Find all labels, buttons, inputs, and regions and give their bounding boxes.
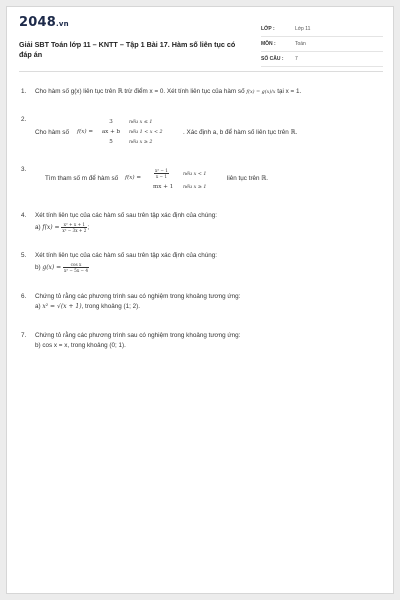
function-name: g(x) = xyxy=(42,264,62,272)
piece-cond-2: nếu 1 < x < 2 xyxy=(129,130,163,135)
piece-cond-3: nếu x ≥ 2 xyxy=(129,140,153,145)
function-name: f(x) = xyxy=(125,175,142,181)
subpart-label: a) xyxy=(35,303,41,310)
subpart-tail: , trong khoảng (1; 2). xyxy=(81,303,141,310)
function-fraction xyxy=(63,262,89,273)
question-2 xyxy=(21,115,381,151)
subpart-label: b) xyxy=(35,264,41,272)
question-text: Chứng tỏ rằng các phương trình sau có nghiệm trong khoảng tương ứng: xyxy=(35,332,241,339)
meta-count-row xyxy=(261,54,383,67)
question-number: 3. xyxy=(21,166,27,173)
question-number: 4. xyxy=(21,212,27,219)
question-subpart xyxy=(35,302,379,311)
document-page xyxy=(6,6,394,594)
question-tail: tại x = 1. xyxy=(277,88,302,95)
function-name: f(x) = xyxy=(42,224,60,232)
question-subpart xyxy=(35,262,379,273)
meta-count-value: 7 xyxy=(295,56,298,62)
question-number: 6. xyxy=(21,293,27,300)
document-meta xyxy=(261,24,383,69)
piece-cond-1: nếu x < 1 xyxy=(183,172,207,177)
meta-subject-label: MÔN : xyxy=(261,41,276,47)
question-tail: . Xác định a, b để hàm số liên tục trên ℝ. xyxy=(183,129,298,136)
subpart-tail: ; xyxy=(87,224,90,232)
equation: x² = √(x + 1) xyxy=(42,303,82,310)
question-body: Cho hàm số g(x) liên tục trên ℝ trừ điểm x = 0. Xét tính liên tục của hàm số xyxy=(35,88,245,95)
meta-subject-value: Toán xyxy=(295,41,306,47)
question-4 xyxy=(21,211,381,235)
question-number: 7. xyxy=(21,332,27,339)
document-title: Giải SBT Toán lớp 11 – KNTT – Tập 1 Bài 17. Hàm số liên tục có đáp án xyxy=(19,40,236,59)
question-formula: f(x) = g(x)/x xyxy=(246,90,276,95)
question-1 xyxy=(21,87,381,99)
header-divider xyxy=(19,71,383,72)
question-number: 5. xyxy=(21,252,27,259)
function-name: f(x) = xyxy=(77,129,94,135)
question-text: Xét tính liên tục của các hàm số sau trên tập xác định của chúng: xyxy=(35,212,218,219)
fraction-numerator: x² − 1 xyxy=(155,168,168,173)
question-text: Xét tính liên tục của các hàm số sau trên tập xác định của chúng: xyxy=(35,252,218,259)
document-header xyxy=(19,15,383,67)
logo-suffix: .vn xyxy=(55,20,69,28)
subpart-label: a) xyxy=(35,224,41,232)
question-number: 2. xyxy=(21,116,27,123)
fraction-numerator: x² + x + 1 xyxy=(61,222,87,228)
piece-cond-1: nếu x ≤ 1 xyxy=(129,120,153,125)
question-number: 1. xyxy=(21,88,27,95)
meta-class-row xyxy=(261,24,383,37)
meta-count-label: SỐ CÂU : xyxy=(261,56,284,62)
fraction-denominator: x² − 5x − 4 xyxy=(63,268,89,273)
question-lead: Cho hàm số xyxy=(35,129,69,136)
piece-expr-1: 3 xyxy=(109,119,113,125)
question-7 xyxy=(21,331,381,353)
piece-cond-2: nếu x ≥ 1 xyxy=(183,185,207,190)
piece-expr-2: ax + b xyxy=(101,129,121,135)
question-lead: Tìm tham số m để hàm số xyxy=(45,175,119,182)
meta-class-label: LỚP : xyxy=(261,26,275,32)
question-tail: liên tục trên ℝ. xyxy=(227,175,269,182)
function-fraction xyxy=(61,222,90,233)
question-6 xyxy=(21,292,381,314)
site-logo[interactable] xyxy=(19,15,69,30)
question-text xyxy=(35,87,379,97)
question-3 xyxy=(21,165,381,195)
piece-expr-3: 5 xyxy=(109,139,113,145)
piece-fraction-1 xyxy=(154,168,169,179)
fraction-denominator: x − 1 xyxy=(155,174,168,179)
question-subpart: b) cos x = x, trong khoảng (0; 1). xyxy=(35,342,126,349)
fraction-numerator: cos x xyxy=(63,262,89,268)
question-text: Chứng tỏ rằng các phương trình sau có nghiệm trong khoảng tương ứng: xyxy=(35,293,241,300)
meta-subject-row xyxy=(261,39,383,52)
logo-text: 2048 xyxy=(19,15,56,30)
fraction-denominator: x² − 3x + 2 xyxy=(62,228,87,233)
question-subpart xyxy=(35,222,379,233)
piece-expr-2: mx + 1 xyxy=(153,184,174,190)
question-5 xyxy=(21,251,381,275)
meta-class-value: Lớp 11 xyxy=(295,26,311,32)
